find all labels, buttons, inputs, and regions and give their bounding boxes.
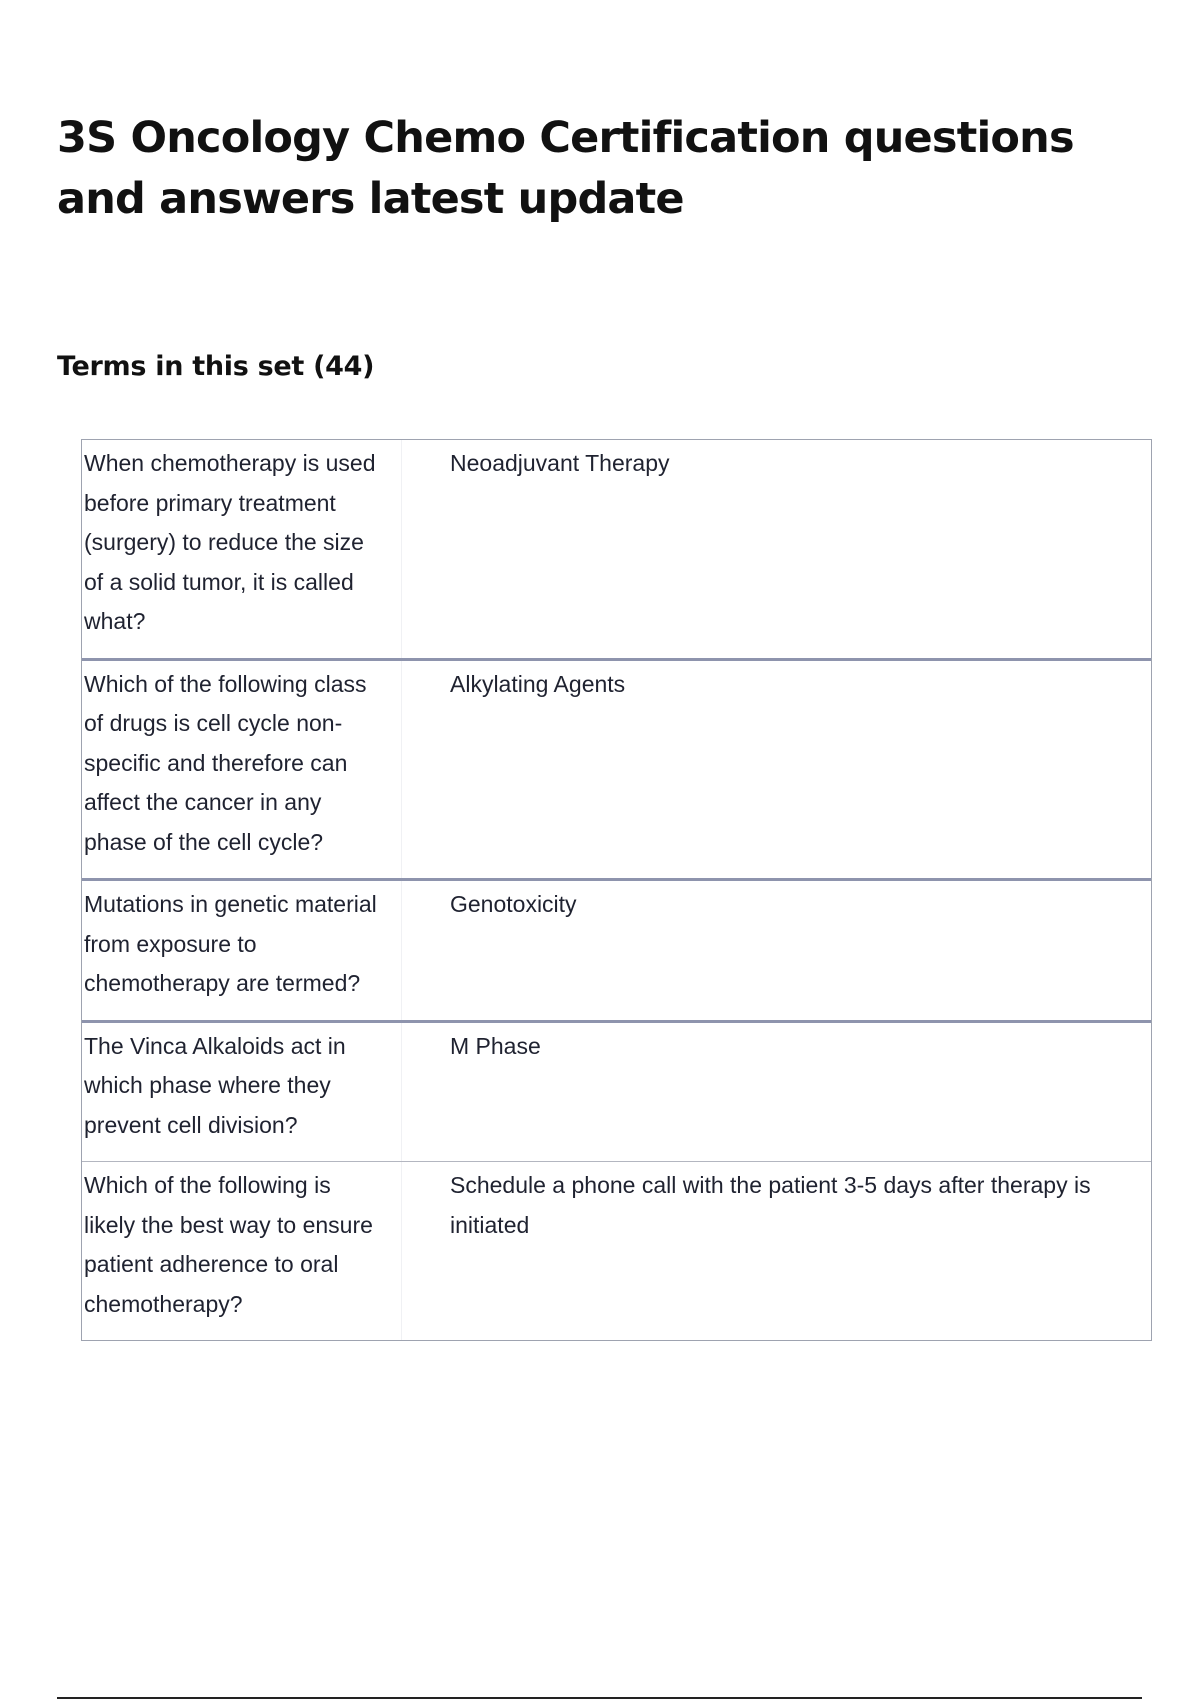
terms-table <box>81 439 1152 1341</box>
term-question: The Vinca Alkaloids act in which phase where they prevent cell division? <box>82 1023 402 1162</box>
term-row <box>82 658 1151 879</box>
term-row <box>82 1020 1151 1162</box>
term-row <box>82 1161 1151 1340</box>
term-answer: Schedule a phone call with the patient 3-5 days after therapy is initiated <box>450 1172 1091 1238</box>
term-question: Which of the following class of drugs is cell cycle non-specific and therefore can affect the cancer in any phase of the cell cycle? <box>82 661 402 879</box>
term-answer: Neoadjuvant Therapy <box>450 450 670 476</box>
term-question: Mutations in genetic material from exposure to chemotherapy are termed? <box>82 881 402 1020</box>
term-question: When chemotherapy is used before primary treatment (surgery) to reduce the size of a solid tumor, it is called what? <box>82 440 402 658</box>
document-title: 3S Oncology Chemo Certification questions and answers latest update <box>57 113 1074 224</box>
term-row <box>82 878 1151 1020</box>
term-answer: Alkylating Agents <box>450 670 626 697</box>
term-answer: Genotoxicity <box>450 891 577 917</box>
term-question: Which of the following is likely the best way to ensure patient adherence to oral chemotherapy? <box>82 1162 402 1340</box>
footer-divider <box>57 1697 1142 1699</box>
terms-count-heading: Terms in this set (44) <box>57 351 375 382</box>
term-answer: M Phase <box>450 1032 541 1059</box>
term-row <box>82 440 1151 658</box>
